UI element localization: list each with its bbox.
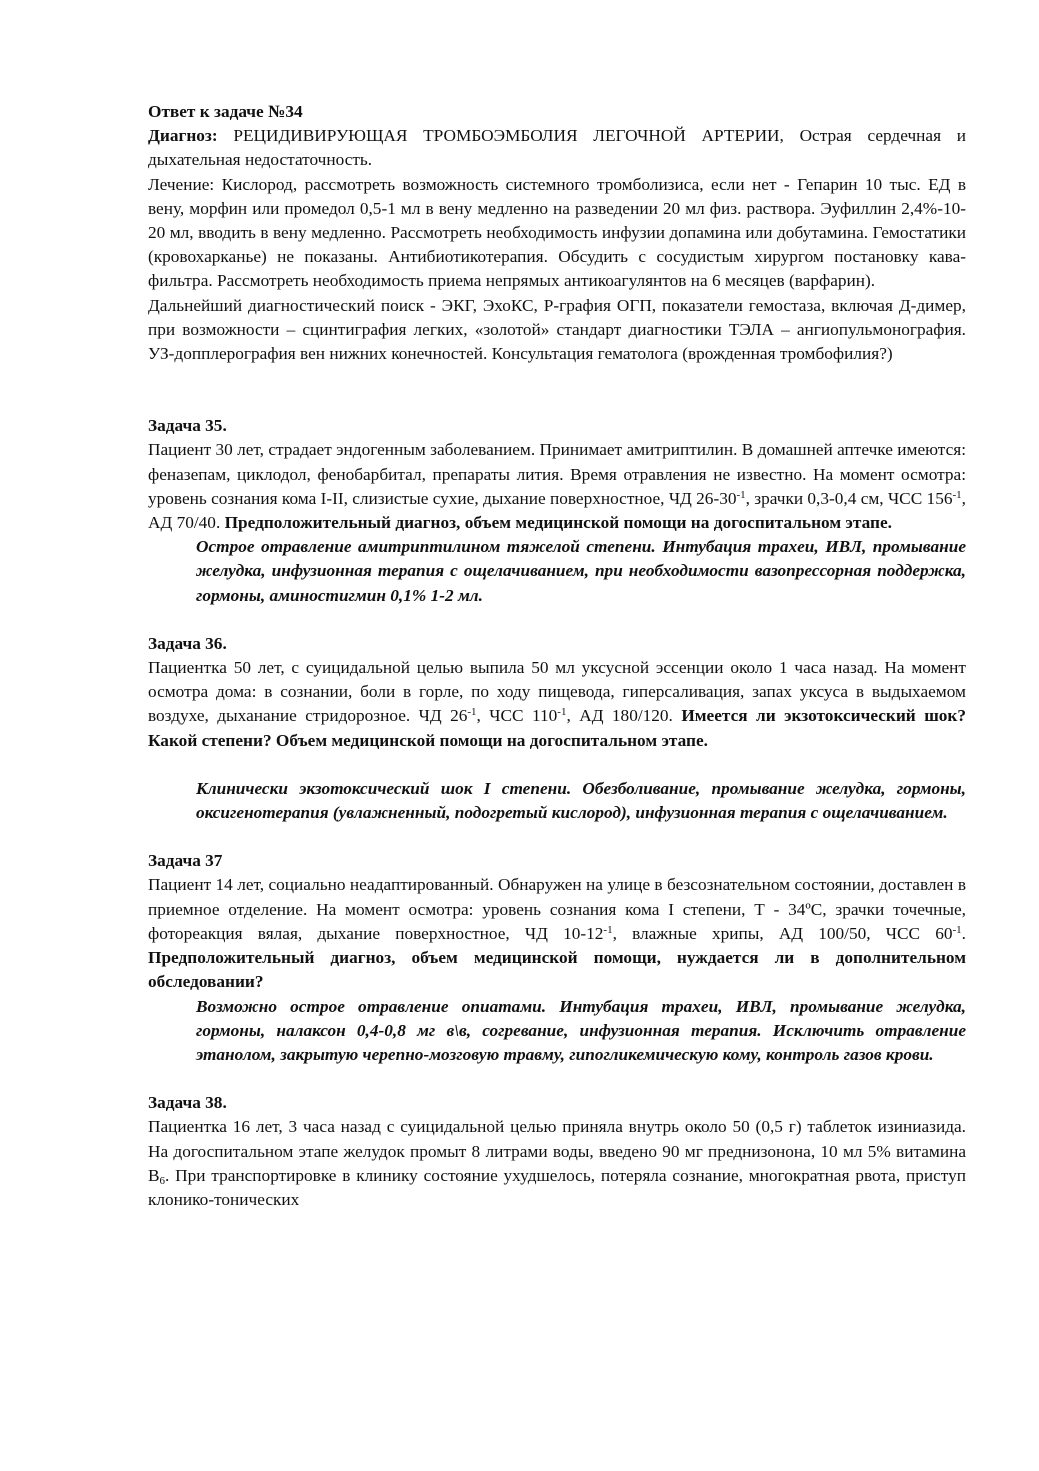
task35-sup-1: -1 bbox=[736, 488, 746, 501]
task38-text-1: Пациентка 16 лет, 3 часа назад с суицидальной целью приняла внутрь около 50 (0,5 г) таблеток изиниазида. На догоспитальном этапе желудок промыт 8 литрами воды, введено 90 мг преднизонона, 10 мл 5% витамина В bbox=[148, 1117, 966, 1185]
task37-text-3: . bbox=[961, 923, 966, 943]
task37-heading: Задача 37 bbox=[148, 851, 223, 871]
task36-text bbox=[148, 656, 966, 753]
task35-text bbox=[148, 438, 966, 535]
task38-text bbox=[148, 1115, 966, 1212]
task35-answer: Острое отравление амитриптилином тяжелой степени. Интубация трахеи, ИВЛ, промывание желудка, инфузионная терапия с ощелачиванием, при необходимости вазопрессорная поддержка, гормоны, аминостигмин 0,1% 1-2 мл. bbox=[196, 537, 966, 605]
spacer bbox=[148, 753, 966, 777]
task36-sup-2: -1 bbox=[557, 706, 567, 719]
task37-text-1: Пациент 14 лет, социально неадаптированный. Обнаружен на улице в безсознательном состоянии, доставлен в приемное отделение. На момент осмотра: уровень сознания кома I степени, Т - 34ºС, зрачки точечные, фотореакция вялая, дыхание поверхностное, ЧД 10-12 bbox=[148, 875, 966, 943]
spacer bbox=[148, 825, 966, 849]
task38-heading: Задача 38. bbox=[148, 1093, 227, 1113]
diagnosis-label: Диагноз: bbox=[148, 126, 218, 146]
task37-text bbox=[148, 873, 966, 994]
answer34-treatment: Лечение: Кислород, рассмотреть возможность системного тромболизиса, если нет - Гепарин 10 тыс. ЕД в вену, морфин или промедол 0,5-1 мл в вену медленно на разведении 20 мл физ. раствора. Эуфиллин 2,4%-10-20 мл, вводить в вену медленно. Рассмотреть необходимость инфузии допамина или добутамина. Гемостатики (кровохарканье) не показаны. Антибиотикотерапия. Обсудить с сосудистым хирургом постановку кава-фильтра. Рассмотреть необходимость приема непрямых антикоагулянтов на 6 месяцев (варфарин). bbox=[148, 174, 966, 291]
document-page bbox=[148, 100, 966, 1212]
task35-text-3: , АД 70/40. bbox=[148, 488, 966, 533]
task37-question: Предположительный диагноз, объем медицинской помощи, нуждается ли в дополнительном обследовании? bbox=[148, 948, 966, 992]
diagnosis-text: РЕЦИДИВИРУЮЩАЯ ТРОМБОЭМБОЛИЯ ЛЕГОЧНОЙ АРТЕРИИ, Острая сердечная и дыхательная недостаточность. bbox=[148, 126, 966, 170]
task36-text-2: , ЧСС 110 bbox=[476, 706, 558, 726]
task35-text-2: , зрачки 0,3-0,4 см, ЧСС 156 bbox=[745, 488, 953, 508]
spacer bbox=[148, 1067, 966, 1091]
answer34-heading: Ответ к задаче №34 bbox=[148, 102, 303, 121]
task38-sub-1: 6 bbox=[159, 1174, 166, 1187]
spacer bbox=[148, 608, 966, 632]
answer34-block bbox=[148, 100, 966, 173]
task36-sup-1: -1 bbox=[467, 706, 477, 719]
task35-text-1: Пациент 30 лет, страдает эндогенным заболеванием. Принимает амитриптилин. В домашней аптечке имеются: феназепам, циклодол, фенобарбитал, препараты лития. Время отравления не известно. На момент осмотра: уровень сознания кома I-II, слизистые сухие, дыхание поверхностное, ЧД 26-30 bbox=[148, 440, 966, 508]
task36-answer: Клинически экзотоксический шок I степени. Обезболивание, промывание желудка, гормоны, оксигенотерапия (увлажненный, подогретый кислород), инфузионная терапия с ощелачиванием. bbox=[196, 778, 966, 823]
task37-answer: Возможно острое отравление опиатами. Интубация трахеи, ИВЛ, промывание желудка, гормоны, налаксон 0,4-0,8 мг в\в, согревание, инфузионная терапия. Исключить отравление этанолом, закрытую черепно-мозговую травму, гипогликемическую кому, контроль газов крови. bbox=[196, 996, 966, 1064]
task35-heading: Задача 35. bbox=[148, 416, 227, 436]
task37-sup-2: -1 bbox=[952, 923, 962, 936]
task35-question: Предположительный диагноз, объем медицинской помощи на догоспитальном этапе. bbox=[224, 513, 892, 533]
task36-text-1: Пациентка 50 лет, с суицидальной целью выпила 50 мл уксусной эссенции около 1 часа назад. На момент осмотра дома: в сознании, боли в горле, по ходу пищевода, гиперсаливация, запах уксуса в выдыхаемом воздухе, дыханание стридорозное. ЧД 26 bbox=[148, 658, 966, 726]
task38-text-2: . При транспортировке в клинику состояние ухудшелось, потеряла сознание, многократная рвота, приступ клонико-тонических bbox=[148, 1165, 966, 1209]
answer34-diagnostics: Дальнейший диагностический поиск - ЭКГ, ЭхоКС, Р-графия ОГП, показатели гемостаза, включая Д-димер, при возможности – сцинтиграфия легких, «золотой» стандарт диагностики ТЭЛА – ангиопульмонография. УЗ-допплерография вен нижних конечностей. Консультация гематолога (врожденная тромбофилия?) bbox=[148, 295, 966, 364]
task37-sup-1: -1 bbox=[603, 923, 613, 936]
task36-heading: Задача 36. bbox=[148, 633, 227, 653]
task37-text-2: , влажные хрипы, АД 100/50, ЧСС 60 bbox=[612, 923, 953, 943]
task36-text-3: , АД 180/120. bbox=[566, 706, 682, 726]
spacer bbox=[148, 366, 966, 414]
task35-sup-2: -1 bbox=[952, 488, 962, 501]
task36-question: Имеется ли экзотоксический шок? Какой степени? Объем медицинской помощи на догоспитальном этапе. bbox=[148, 706, 967, 750]
